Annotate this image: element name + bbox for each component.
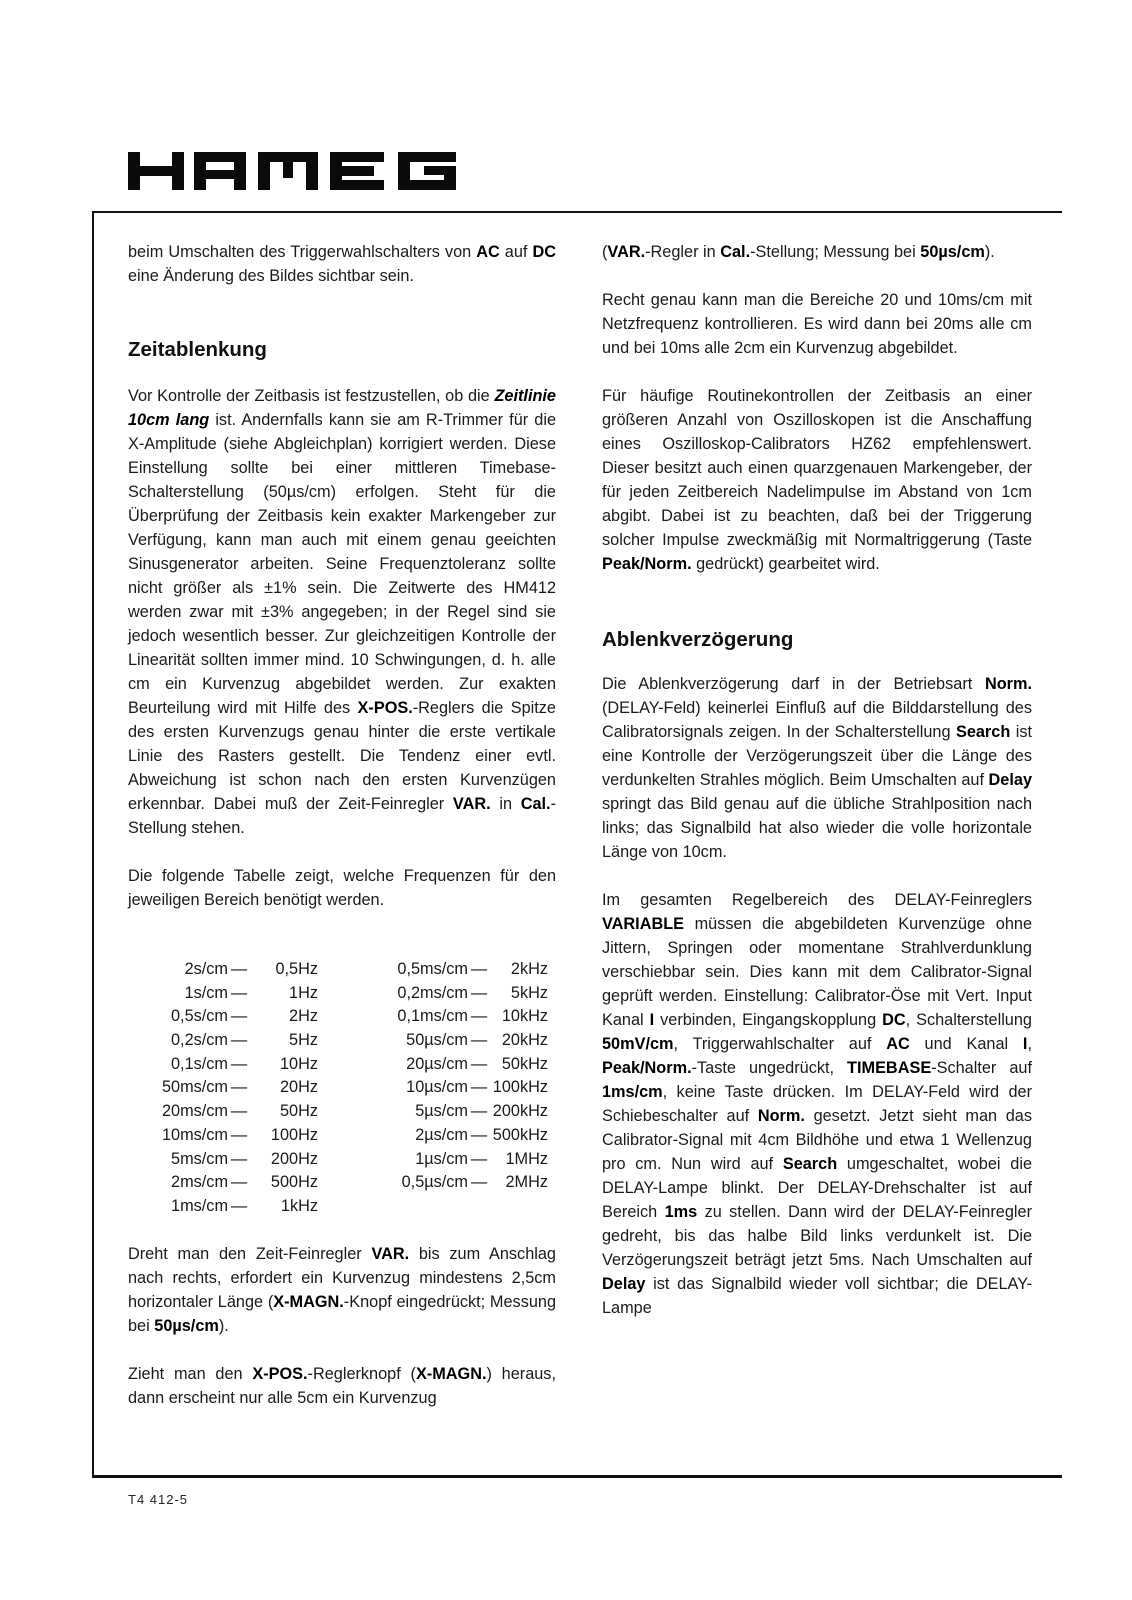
table-cell-freq-left: 1kHz bbox=[280, 1196, 318, 1215]
right-column bbox=[602, 240, 1032, 1320]
table-cell-dash-left: — bbox=[230, 1125, 248, 1144]
table-cell-time-left: 0,5s/cm bbox=[170, 1007, 228, 1026]
table-cell-time-right: 0,2ms/cm bbox=[397, 983, 468, 1002]
table-cell-time-left: 5ms/cm bbox=[171, 1149, 228, 1168]
table-row bbox=[128, 1076, 558, 1100]
frequency-table bbox=[128, 958, 558, 1219]
table-cell-freq-left: 500Hz bbox=[270, 1173, 318, 1192]
table-row bbox=[128, 1124, 558, 1148]
table-cell-dash-left: — bbox=[230, 983, 248, 1002]
table-cell-freq-left: 2Hz bbox=[289, 1007, 318, 1026]
table-cell-dash-right: — bbox=[470, 960, 488, 978]
table-cell-dash-right: — bbox=[470, 983, 488, 1002]
table-cell-freq-right: 2MHz bbox=[505, 1173, 548, 1192]
table-cell-freq-left: 5Hz bbox=[289, 1031, 318, 1050]
table-row bbox=[128, 1005, 558, 1029]
left-column bbox=[128, 240, 556, 912]
right-paragraph-1: (VAR.-Regler in Cal.-Stellung; Messung bei 50µs/cm). bbox=[602, 243, 995, 261]
table-cell-dash-left: — bbox=[230, 960, 248, 978]
table-cell-dash-left: — bbox=[230, 1054, 248, 1073]
table-cell-time-right: 50µs/cm bbox=[406, 1031, 468, 1050]
table-cell-dash-right: — bbox=[470, 1173, 488, 1192]
table-cell-time-left: 1ms/cm bbox=[171, 1196, 228, 1215]
table-cell-time-right: 5µs/cm bbox=[415, 1102, 468, 1121]
table-cell-freq-right: 200kHz bbox=[492, 1102, 548, 1121]
table-row bbox=[128, 1171, 558, 1195]
table-cell-time-left: 20ms/cm bbox=[161, 1102, 228, 1121]
right-paragraph-2: Recht genau kann man die Bereiche 20 und 10ms/cm mit Netzfrequenz kontrollieren. Es wird dann bei 20ms alle cm und bei 10ms alle 2cm ein Kurvenzug abgebildet. bbox=[602, 291, 1032, 357]
table-cell-freq-right: 5kHz bbox=[510, 983, 548, 1002]
table-cell-freq-right: 500kHz bbox=[492, 1125, 548, 1144]
table-row bbox=[128, 1053, 558, 1077]
left-paragraph-5: Zieht man den X-POS.-Reglerknopf (X-MAGN.) heraus, dann erscheint nur alle 5cm ein Kurvenzug bbox=[128, 1365, 556, 1407]
left-paragraph-3: Die folgende Tabelle zeigt, welche Frequenzen für den jeweiligen Bereich benötigt werden. bbox=[128, 867, 556, 909]
right-paragraph-4: Die Ablenkverzögerung darf in der Betriebsart Norm. (DELAY-Feld) keinerlei Einfluß auf die Bilddarstellung des Calibratorsignals zeigen. In der Schalterstellung Search ist eine Kontrolle der Verzögerungszeit über die Länge des verdunkelten Strahles möglich. Beim Umschalten auf Delay springt das Bild genau auf die übliche Strahlposition nach links; das Signalbild hat also wieder die volle horizontale Länge von 10cm. bbox=[602, 675, 1032, 861]
table-cell-freq-left: 20Hz bbox=[279, 1078, 318, 1097]
table-cell-freq-right: 20kHz bbox=[501, 1031, 548, 1050]
table-cell-dash-left: — bbox=[230, 1173, 248, 1192]
table-cell-dash-left: — bbox=[230, 1196, 248, 1215]
table-cell-dash-right: — bbox=[470, 1125, 488, 1144]
table-row bbox=[128, 1195, 558, 1219]
heading-zeitablenkung: Zeitablenkung bbox=[128, 338, 267, 361]
heading-ablenkverzoegerung: Ablenkverzögerung bbox=[602, 628, 794, 651]
left-column-bottom bbox=[128, 1242, 556, 1410]
table-row bbox=[128, 958, 558, 982]
table-cell-freq-left: 200Hz bbox=[270, 1149, 318, 1168]
table-row bbox=[128, 1100, 558, 1124]
table-cell-freq-left: 50Hz bbox=[279, 1102, 318, 1121]
table-cell-time-left: 1s/cm bbox=[184, 983, 228, 1002]
table-cell-freq-left: 1Hz bbox=[289, 983, 318, 1002]
table-cell-time-left: 0,1s/cm bbox=[170, 1054, 228, 1073]
table-cell-time-left: 2ms/cm bbox=[171, 1173, 228, 1192]
table-cell-time-right: 1µs/cm bbox=[415, 1149, 468, 1168]
table-cell-dash-right: — bbox=[470, 1007, 488, 1026]
left-paragraph-2: Vor Kontrolle der Zeitbasis ist festzustellen, ob die Zeitlinie 10cm lang ist. Andernfalls kann sie am R-Trimmer für die X-Amplitude (siehe Abgleichplan) korrigiert werden. Diese Einstellung sollte bei einer mittleren Timebase-Schalterstellung (50µs/cm) erfolgen. Steht für die Überprüfung der Zeitbasis kein exakter Markengeber zur Verfügung, kann man auch mit einem genau geeichten Sinusgenerator arbeiten. Seine Frequenztoleranz sollte nicht größer als ±1% sein. Die Zeitwerte des HM412 werden zwar mit ±3% angegeben; in der Regel sind sie jedoch wesentlich besser. Zur gleichzeitigen Kontrolle der Linearität sollten immer mind. 10 Schwingungen, d. h. alle cm ein Kurvenzug abgebildet werden. Zur exakten Beurteilung wird mit Hilfe des X-POS.-Reglers die Spitze des ersten Kurvenzugs genau hinter die erste vertikale Linie des Rasters gestellt. Die Tendenz einer evtl. Abweichung ist schon nach den ersten Kurvenzügen erkennbar. Dabei muß der Zeit-Feinregler VAR. in Cal.-Stellung stehen. bbox=[128, 387, 557, 837]
table-cell-dash-right: — bbox=[470, 1054, 488, 1073]
table-cell-freq-right: 1MHz bbox=[505, 1149, 548, 1168]
table-row bbox=[128, 982, 558, 1006]
hameg-logo bbox=[128, 152, 484, 190]
right-paragraph-5: Im gesamten Regelbereich des DELAY-Feinreglers VARIABLE müssen die abgebildeten Kurvenzüge ohne Jittern, Springen oder momentane Strahlverdunklung verschiebbar sein. Dies kann mit dem Calibrator-Signal geprüft werden. Einstellung: Calibrator-Öse mit Vert. Input Kanal I verbinden, Eingangskopplung DC, Schalterstellung 50mV/cm, Triggerwahlschalter auf AC und Kanal I, Peak/Norm.-Taste ungedrückt, TIMEBASE-Schalter auf 1ms/cm, keine Taste drücken. Im DELAY-Feld wird der Schiebeschalter auf Norm. gesetzt. Jetzt sieht man das Calibrator-Signal mit 4cm Bildhöhe und etwa 1 Wellenzug pro cm. Nun wird auf Search umgeschaltet, wobei die DELAY-Lampe blinkt. Der DELAY-Drehschalter ist auf Bereich 1ms zu stellen. Dann wird der DELAY-Feinregler gedreht, bis das halbe Bild links verdunkelt ist. Die Verzögerungszeit beträgt jetzt 5ms. Nach Umschalten auf Delay ist das Signalbild wieder voll sichtbar; die DELAY-Lampe bbox=[602, 891, 1032, 1317]
table-cell-freq-right: 50kHz bbox=[501, 1054, 548, 1073]
table-cell-dash-right: — bbox=[470, 1102, 488, 1121]
table-cell-time-right: 0,5ms/cm bbox=[397, 960, 468, 978]
table-cell-freq-right bbox=[490, 1195, 548, 1219]
table-cell-dash-right: — bbox=[470, 1078, 488, 1097]
right-paragraph-3: Für häufige Routinekontrollen der Zeitbasis an einer größeren Anzahl von Oszilloskopen ist die Anschaffung eines Oszilloskop-Calibrators HZ62 empfehlenswert. Dieser besitzt auch einen quarzgenauen Markengeber, der für jeden Zeitbereich Nadelimpulse im Abstand von 1cm abgibt. Dabei ist zu beachten, daß bei der Triggerung solcher Impulse zweckmäßig mit Normaltriggerung (Taste Peak/Norm. gedrückt) gearbeitet wird. bbox=[602, 387, 1032, 573]
table-cell-dash-left: — bbox=[230, 1149, 248, 1168]
table-cell-time-right: 2µs/cm bbox=[415, 1125, 468, 1144]
page-code: T4 412-5 bbox=[128, 1492, 189, 1507]
table-cell-freq-right: 100kHz bbox=[492, 1078, 548, 1097]
table-cell-time-right: 0,1ms/cm bbox=[397, 1007, 468, 1026]
table-cell-time-left: 2s/cm bbox=[184, 960, 228, 978]
table-cell-dash-left: — bbox=[230, 1102, 248, 1121]
table-row bbox=[128, 1029, 558, 1053]
table-cell-freq-right: 10kHz bbox=[501, 1007, 548, 1026]
table-cell-freq-right: 2kHz bbox=[510, 960, 548, 978]
table-cell-time-left: 50ms/cm bbox=[161, 1078, 228, 1097]
table-cell-freq-left: 100Hz bbox=[270, 1125, 318, 1144]
table-cell-freq-left: 10Hz bbox=[279, 1054, 318, 1073]
table-cell-dash-left: — bbox=[230, 1078, 248, 1097]
table-row bbox=[128, 1148, 558, 1172]
table-cell-freq-left: 0,5Hz bbox=[275, 960, 318, 978]
table-cell-dash-right bbox=[468, 1195, 490, 1219]
table-cell-time-right bbox=[318, 1195, 468, 1219]
table-cell-dash-right: — bbox=[470, 1031, 488, 1050]
table-cell-dash-left: — bbox=[230, 1031, 248, 1050]
table-cell-time-left: 10ms/cm bbox=[161, 1125, 228, 1144]
table-cell-time-right: 0,5µs/cm bbox=[401, 1173, 468, 1192]
table-cell-time-right: 10µs/cm bbox=[406, 1078, 468, 1097]
left-paragraph-1: beim Umschalten des Triggerwahlschalters von AC auf DC eine Änderung des Bildes sichtbar sein. bbox=[128, 243, 556, 285]
table-cell-dash-left: — bbox=[230, 1007, 248, 1026]
table-cell-time-right: 20µs/cm bbox=[406, 1054, 468, 1073]
table-cell-time-left: 0,2s/cm bbox=[170, 1031, 228, 1050]
table-cell-dash-right: — bbox=[470, 1149, 488, 1168]
left-paragraph-4: Dreht man den Zeit-Feinregler VAR. bis zum Anschlag nach rechts, erfordert ein Kurvenzug mindestens 2,5cm horizontaler Länge (X-MAGN.-Knopf eingedrückt; Messung bei 50µs/cm). bbox=[128, 1245, 556, 1335]
